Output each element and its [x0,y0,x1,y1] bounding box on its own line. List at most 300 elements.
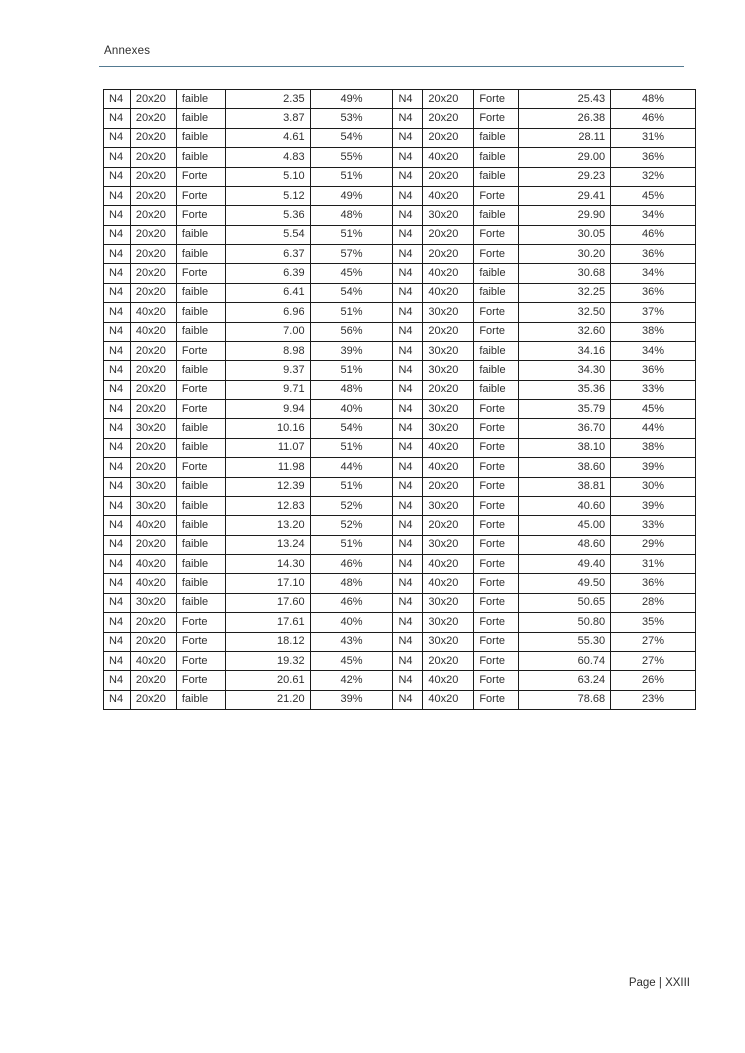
table-cell: N4 [393,186,423,205]
table-cell: Forte [474,574,519,593]
table-cell: faible [474,128,519,147]
table-cell: 34% [611,341,696,360]
table-cell: Forte [474,109,519,128]
table-cell: 52% [310,516,393,535]
table-row [104,438,696,457]
table-cell: 25.43 [519,90,611,109]
table-cell: 46% [310,593,393,612]
table-cell: 30x20 [423,593,474,612]
table-cell: 20x20 [130,245,176,264]
table-cell: 12.83 [225,496,310,515]
table-cell: 20.61 [225,671,310,690]
table-cell: N4 [104,535,131,554]
table-cell: N4 [393,322,423,341]
table-cell: N4 [393,438,423,457]
table-cell: Forte [474,245,519,264]
table-cell: 50.80 [519,613,611,632]
table-row [104,361,696,380]
table-cell: N4 [393,574,423,593]
table-cell: 40x20 [423,264,474,283]
table-cell: Forte [474,438,519,457]
table-cell: faible [176,90,225,109]
table-cell: 30x20 [423,303,474,322]
table-cell: N4 [104,690,131,709]
table-cell: faible [176,283,225,302]
table-cell: N4 [104,555,131,574]
table-row [104,477,696,496]
heading-rule [99,66,684,67]
table-cell: N4 [104,438,131,457]
table-cell: 45.00 [519,516,611,535]
table-cell: 38% [611,438,696,457]
table-cell: Forte [176,167,225,186]
table-cell: 38.60 [519,458,611,477]
table-cell: 54% [310,283,393,302]
table-row [104,186,696,205]
table-row [104,458,696,477]
table-cell: faible [474,283,519,302]
table-cell: 32.60 [519,322,611,341]
table-cell: 30x20 [423,419,474,438]
table-cell: 35.36 [519,380,611,399]
table-cell: N4 [393,361,423,380]
table-cell: 42% [310,671,393,690]
table-cell: N4 [104,341,131,360]
table-cell: Forte [474,477,519,496]
table-cell: N4 [393,245,423,264]
table-cell: 30% [611,477,696,496]
table-cell: 40x20 [423,574,474,593]
table-cell: 20x20 [423,245,474,264]
table-cell: 28.11 [519,128,611,147]
table-cell: 32% [611,167,696,186]
table-cell: 40x20 [423,690,474,709]
table-cell: 3.87 [225,109,310,128]
table-cell: 30x20 [423,361,474,380]
table-cell: 30x20 [423,496,474,515]
table-cell: N4 [393,148,423,167]
table-cell: N4 [393,283,423,302]
table-cell: 45% [310,264,393,283]
table-cell: Forte [474,690,519,709]
table-cell: 51% [310,438,393,457]
table-cell: 49% [310,186,393,205]
table-cell: Forte [176,400,225,419]
table-cell: 20x20 [423,167,474,186]
table-cell: faible [474,206,519,225]
table-cell: 31% [611,555,696,574]
table-cell: Forte [176,671,225,690]
table-cell: 38.81 [519,477,611,496]
table-cell: Forte [474,651,519,670]
table-cell: faible [176,361,225,380]
table-cell: 78.68 [519,690,611,709]
table-cell: 52% [310,496,393,515]
table-cell: Forte [474,419,519,438]
table-cell: N4 [104,283,131,302]
table-cell: N4 [104,632,131,651]
table-cell: 33% [611,380,696,399]
table-cell: 46% [310,555,393,574]
table-cell: 20x20 [130,264,176,283]
table-cell: faible [176,555,225,574]
table-cell: 45% [611,400,696,419]
table-cell: faible [474,341,519,360]
table-cell: N4 [393,671,423,690]
table-row [104,322,696,341]
table-cell: 30.05 [519,225,611,244]
table-cell: 49.50 [519,574,611,593]
table-cell: N4 [104,496,131,515]
table-cell: N4 [104,400,131,419]
table-cell: 40x20 [423,458,474,477]
table-cell: 19.32 [225,651,310,670]
table-cell: faible [176,477,225,496]
table-cell: N4 [393,690,423,709]
table-cell: faible [176,516,225,535]
table-cell: 20x20 [130,186,176,205]
table-cell: 48% [310,574,393,593]
table-cell: 31% [611,128,696,147]
table-cell: 21.20 [225,690,310,709]
table-cell: N4 [104,264,131,283]
table-cell: 5.12 [225,186,310,205]
table-cell: 23% [611,690,696,709]
table-cell: N4 [104,109,131,128]
table-cell: 7.00 [225,322,310,341]
table-cell: 20x20 [423,516,474,535]
table-cell: 12.39 [225,477,310,496]
table-cell: Forte [176,206,225,225]
table-cell: 46% [611,225,696,244]
table-cell: faible [176,496,225,515]
table-cell: N4 [393,458,423,477]
table-cell: 30x20 [423,613,474,632]
table-cell: 34% [611,264,696,283]
table-cell: 63.24 [519,671,611,690]
table-cell: Forte [474,632,519,651]
table-cell: N4 [104,613,131,632]
table-row [104,245,696,264]
table-cell: N4 [393,632,423,651]
table-cell: 30.68 [519,264,611,283]
table-cell: 51% [310,303,393,322]
table-cell: N4 [393,380,423,399]
table-cell: 6.39 [225,264,310,283]
table-row [104,225,696,244]
table-cell: faible [176,438,225,457]
table-cell: N4 [104,593,131,612]
table-cell: 40x20 [423,438,474,457]
table-cell: N4 [393,303,423,322]
table-row [104,535,696,554]
table-cell: Forte [474,535,519,554]
table-row [104,671,696,690]
table-cell: 29.23 [519,167,611,186]
table-cell: N4 [104,477,131,496]
table-row [104,400,696,419]
table-cell: 4.61 [225,128,310,147]
table-cell: 20x20 [423,477,474,496]
table-cell: 35% [611,613,696,632]
table-cell: 20x20 [130,128,176,147]
table-cell: 29.00 [519,148,611,167]
table-cell: faible [176,148,225,167]
table-cell: faible [176,303,225,322]
table-cell: Forte [474,516,519,535]
table-cell: 18.12 [225,632,310,651]
table-cell: N4 [104,380,131,399]
table-cell: Forte [176,186,225,205]
table-cell: 20x20 [423,651,474,670]
table-cell: 20x20 [130,400,176,419]
table-cell: N4 [104,651,131,670]
table-row [104,593,696,612]
table-cell: faible [474,380,519,399]
page-number: Page | XXIII [628,977,690,989]
table-cell: faible [176,225,225,244]
table-cell: 57% [310,245,393,264]
table-cell: 34% [611,206,696,225]
table-cell: 5.36 [225,206,310,225]
table-cell: 13.24 [225,535,310,554]
table-cell: 56% [310,322,393,341]
table-cell: N4 [104,361,131,380]
table-cell: Forte [474,225,519,244]
table-cell: N4 [393,206,423,225]
section-heading: Annexes [104,45,151,57]
table-cell: 30.20 [519,245,611,264]
table-row [104,167,696,186]
table-row [104,341,696,360]
table-cell: 55% [310,148,393,167]
table-cell: 36.70 [519,419,611,438]
table-cell: Forte [474,322,519,341]
table-row [104,90,696,109]
table-cell: 20x20 [130,361,176,380]
table-cell: 20x20 [130,148,176,167]
table-cell: N4 [104,303,131,322]
table-row [104,555,696,574]
table-cell: N4 [104,206,131,225]
table-cell: 20x20 [130,458,176,477]
table-cell: Forte [474,400,519,419]
table-row [104,419,696,438]
table-cell: 9.37 [225,361,310,380]
table-cell: 20x20 [130,109,176,128]
table-cell: 51% [310,225,393,244]
table-cell: 34.16 [519,341,611,360]
table-cell: faible [474,361,519,380]
table-cell: 53% [310,109,393,128]
table-cell: 20x20 [423,225,474,244]
table-cell: 36% [611,361,696,380]
table-cell: N4 [393,400,423,419]
table-cell: 9.94 [225,400,310,419]
table-cell: N4 [104,186,131,205]
table-cell: 40x20 [130,574,176,593]
table-cell: N4 [393,128,423,147]
table-cell: 34.30 [519,361,611,380]
table-cell: 10.16 [225,419,310,438]
table-cell: 55.30 [519,632,611,651]
table-cell: 30x20 [423,632,474,651]
table-cell: 48% [310,380,393,399]
data-table [103,89,696,710]
table-cell: N4 [393,555,423,574]
table-cell: 5.54 [225,225,310,244]
table-cell: faible [176,535,225,554]
table-cell: 20x20 [130,206,176,225]
table-cell: N4 [393,613,423,632]
table-cell: N4 [104,90,131,109]
table-cell: 32.50 [519,303,611,322]
table-cell: N4 [104,458,131,477]
table-cell: Forte [474,90,519,109]
table-cell: Forte [474,496,519,515]
table-cell: Forte [176,264,225,283]
table-cell: 39% [310,690,393,709]
table-cell: 40x20 [130,516,176,535]
table-cell: 38.10 [519,438,611,457]
table-cell: N4 [393,496,423,515]
table-cell: N4 [104,516,131,535]
table-cell: N4 [393,109,423,128]
table-row [104,496,696,515]
table-row [104,516,696,535]
table-cell: 54% [310,419,393,438]
table-cell: 20x20 [130,632,176,651]
table-cell: 40x20 [130,651,176,670]
table-row [104,574,696,593]
table-cell: 20x20 [130,225,176,244]
table-cell: N4 [393,167,423,186]
table-row [104,303,696,322]
table-row [104,613,696,632]
table-cell: faible [176,690,225,709]
table-cell: faible [474,264,519,283]
table-cell: Forte [176,651,225,670]
table-cell: 17.60 [225,593,310,612]
table-cell: 48% [611,90,696,109]
table-cell: 13.20 [225,516,310,535]
table-cell: 33% [611,516,696,535]
table-cell: faible [176,128,225,147]
table-cell: 46% [611,109,696,128]
table-cell: faible [176,419,225,438]
table-cell: 20x20 [130,167,176,186]
table-row [104,264,696,283]
table-cell: 17.61 [225,613,310,632]
table-cell: 51% [310,535,393,554]
table-cell: Forte [474,671,519,690]
table-cell: faible [176,593,225,612]
table-cell: Forte [474,186,519,205]
table-cell: 36% [611,283,696,302]
table-cell: 40x20 [423,283,474,302]
table-cell: 20x20 [130,671,176,690]
table-cell: 44% [310,458,393,477]
table-cell: Forte [474,458,519,477]
table-cell: 20x20 [423,380,474,399]
table-cell: 17.10 [225,574,310,593]
table-row [104,651,696,670]
table-cell: 20x20 [423,128,474,147]
table-cell: N4 [393,341,423,360]
table-cell: 30x20 [423,400,474,419]
table-cell: N4 [393,516,423,535]
table-cell: 28% [611,593,696,612]
table-cell: 30x20 [423,535,474,554]
table-cell: 26% [611,671,696,690]
table-row [104,690,696,709]
table-cell: Forte [176,341,225,360]
table-row [104,283,696,302]
table-cell: 30x20 [130,593,176,612]
table-cell: faible [176,245,225,264]
table-cell: Forte [176,380,225,399]
table-cell: 30x20 [130,496,176,515]
table-cell: 9.71 [225,380,310,399]
table-cell: 40.60 [519,496,611,515]
table-cell: 6.41 [225,283,310,302]
table-cell: 39% [611,496,696,515]
table-cell: N4 [393,90,423,109]
table-cell: 49.40 [519,555,611,574]
table-cell: 50.65 [519,593,611,612]
table-cell: 2.35 [225,90,310,109]
table-cell: N4 [104,148,131,167]
table-cell: Forte [176,632,225,651]
table-cell: 20x20 [423,109,474,128]
table-cell: 20x20 [130,438,176,457]
table-cell: faible [176,574,225,593]
table-cell: 49% [310,90,393,109]
table-cell: 20x20 [423,322,474,341]
table-cell: faible [176,109,225,128]
table-cell: Forte [474,555,519,574]
table-cell: 5.10 [225,167,310,186]
table-cell: Forte [474,613,519,632]
table-row [104,380,696,399]
table-cell: 40x20 [423,671,474,690]
table-cell: 30x20 [130,477,176,496]
table-cell: 11.98 [225,458,310,477]
table-cell: 40x20 [423,186,474,205]
table-cell: 39% [611,458,696,477]
table-cell: 36% [611,574,696,593]
table-cell: 20x20 [130,690,176,709]
table-cell: 29.41 [519,186,611,205]
table-cell: N4 [393,264,423,283]
table-cell: 20x20 [130,90,176,109]
table-cell: faible [176,322,225,341]
table-cell: 8.98 [225,341,310,360]
table-cell: 20x20 [423,90,474,109]
table-cell: 38% [611,322,696,341]
table-cell: 30x20 [130,419,176,438]
table-cell: 40% [310,400,393,419]
table-cell: 29.90 [519,206,611,225]
table-cell: N4 [393,225,423,244]
table-cell: N4 [393,477,423,496]
table-cell: 40x20 [423,148,474,167]
table-cell: N4 [393,419,423,438]
table-cell: 14.30 [225,555,310,574]
table-cell: 48.60 [519,535,611,554]
table-cell: N4 [393,651,423,670]
table-cell: 51% [310,477,393,496]
